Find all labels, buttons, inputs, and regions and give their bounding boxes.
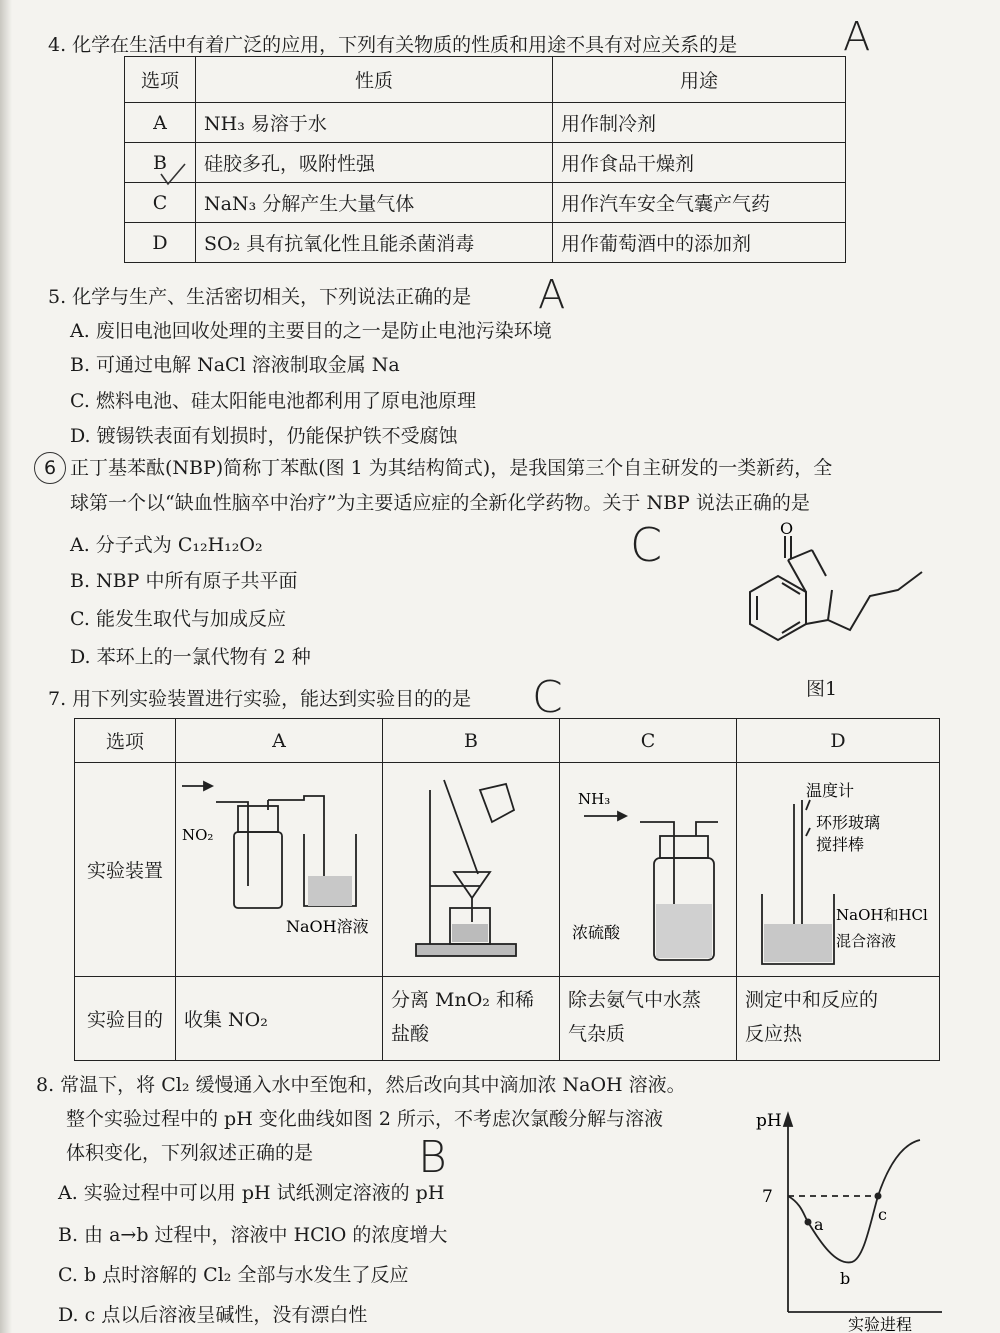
point-c-marker [875, 1193, 882, 1200]
q7-header-b: B [383, 719, 560, 763]
q4-row-property: 硅胶多孔，吸附性强 [196, 143, 553, 183]
q8-option-a: A. 实验过程中可以用 pH 试纸测定溶液的 pH [58, 1182, 445, 1204]
ph-seven-tick: 7 [762, 1187, 773, 1207]
q7-purpose-c [560, 977, 737, 1061]
q7-purpose-b-line2: 盐酸 [391, 1023, 430, 1045]
q7-purpose-b-line1: 分离 MnO₂ 和稀 [391, 989, 534, 1011]
check-mark-icon [158, 160, 188, 190]
thermometer-label: 温度计 [806, 781, 855, 800]
q5-option-d: D. 镀锡铁表面有划损时，仍能保护铁不受腐蚀 [70, 425, 458, 447]
q8-stem-line2: 整个实验过程中的 pH 变化曲线如图 2 所示，不考虑次氯酸分解与溶液 [66, 1108, 663, 1130]
stirrer-label-line1: 环形玻璃 [816, 813, 881, 832]
apparatus-d-calorimeter [750, 770, 936, 970]
q8-answer-mark: B [418, 1132, 447, 1183]
q7-purpose-d-line2: 反应热 [745, 1023, 803, 1045]
q5-option-c: C. 燃料电池、硅太阳能电池都利用了原电池原理 [70, 390, 476, 412]
q6-answer-mark: C [630, 518, 663, 572]
q4-header-property: 性质 [196, 57, 553, 103]
q6-stem-line2: 球第一个以“缺血性脑卒中治疗”为主要适应症的全新化学药物。关于 NBP 说法正确的是 [70, 492, 810, 514]
apparatus-a-gas-label: NO₂ [182, 826, 214, 844]
q4-row-use: 用作食品干燥剂 [553, 143, 846, 183]
q4-row-property: SO₂ 具有抗氧化性且能杀菌消毒 [196, 223, 553, 263]
q5-option-b: B. 可通过电解 NaCl 溶液制取金属 Na [70, 354, 400, 376]
apparatus-c-liquid-label: 浓硫酸 [572, 923, 621, 942]
q4-row-use: 用作制冷剂 [553, 103, 846, 143]
q7-purpose-c-line2: 气杂质 [568, 1023, 626, 1045]
q7-purpose-d [737, 977, 940, 1061]
q8-stem-line1: 8. 常温下，将 Cl₂ 缓慢通入水中至饱和，然后改向其中滴加浓 NaOH 溶液。 [36, 1074, 686, 1096]
q7-header-d: D [737, 719, 940, 763]
q4-row-property: NaN₃ 分解产生大量气体 [196, 183, 553, 223]
apparatus-b-filtration [410, 770, 530, 966]
q7-row-purpose-label: 实验目的 [75, 977, 176, 1061]
q6-number: 6 [43, 457, 57, 479]
q4-answer-mark: A [843, 14, 871, 60]
point-a-label: a [814, 1215, 824, 1234]
q6-stem-line1: 正丁基苯酞(NBP)简称丁苯酞(图 1 为其结构简式)，是我国第三个自主研发的一类新药，全 [70, 457, 833, 479]
apparatus-c-gas-label: NH₃ [578, 790, 611, 808]
ph-axis-label: pH [756, 1111, 782, 1131]
q7-header-a: A [176, 719, 383, 763]
q8-option-c: C. b 点时溶解的 Cl₂ 全部与水发生了反应 [58, 1264, 409, 1286]
scan-edge [0, 0, 12, 1333]
q4-row-option: C [125, 183, 196, 223]
q5-stem: 5. 化学与生产、生活密切相关，下列说法正确的是 [48, 286, 472, 308]
apparatus-c-wash-bottle [570, 776, 730, 976]
q8-option-d: D. c 点以后溶液呈碱性，没有漂白性 [58, 1304, 368, 1326]
q7-purpose-d-line1: 测定中和反应的 [745, 989, 879, 1011]
q8-option-b: B. 由 a→b 过程中，溶液中 HClO 的浓度增大 [58, 1224, 448, 1246]
q4-row-property: NH₃ 易溶于水 [196, 103, 553, 143]
q6-option-c: C. 能发生取代与加成反应 [70, 608, 286, 630]
q6-option-a: A. 分子式为 C₁₂H₁₂O₂ [70, 534, 263, 556]
q5-option-a: A. 废旧电池回收处理的主要目的之一是防止电池污染环境 [70, 320, 552, 342]
q7-header-c: C [560, 719, 737, 763]
q4-row-use: 用作葡萄酒中的添加剂 [553, 223, 846, 263]
q4-row-option: B [125, 143, 196, 183]
carbonyl-oxygen-label: O [780, 520, 794, 538]
point-c-label: c [878, 1205, 887, 1224]
q6-option-b: B. NBP 中所有原子共平面 [70, 570, 298, 592]
x-axis-label: 实验进程 [848, 1315, 913, 1332]
nbp-structure-figure [700, 520, 940, 680]
q4-row-use: 用作汽车安全气囊产气药 [553, 183, 846, 223]
q7-header-option: 选项 [75, 719, 176, 763]
q7-stem: 7. 用下列实验装置进行实验，能达到实验目的的是 [48, 688, 472, 710]
q4-table [124, 56, 846, 263]
q4-header-option: 选项 [125, 57, 196, 103]
q7-purpose-b [383, 977, 560, 1061]
figure1-caption: 图1 [806, 678, 838, 700]
apparatus-a-gas-collection [176, 766, 376, 976]
q8-stem-line3: 体积变化，下列叙述正确的是 [66, 1142, 314, 1164]
q7-answer-mark: C [532, 672, 563, 723]
apparatus-a-solution-label: NaOH溶液 [286, 917, 369, 936]
q5-answer-mark: A [538, 272, 566, 318]
point-b-label: b [840, 1269, 851, 1288]
q6-option-d: D. 苯环上的一氯代物有 2 种 [70, 646, 311, 668]
stirrer-label-line2: 搅拌棒 [816, 835, 865, 854]
q8-ph-graph [752, 1106, 952, 1332]
d-solution-label-line1: NaOH和HCl [836, 906, 928, 924]
q6-circled-number [34, 452, 66, 484]
point-a-marker [805, 1219, 812, 1226]
q7-purpose-a: 收集 NO₂ [176, 977, 383, 1061]
q4-row-option: A [125, 103, 196, 143]
q4-row-option: D [125, 223, 196, 263]
q4-header-use: 用途 [553, 57, 846, 103]
q7-row-apparatus-label: 实验装置 [75, 763, 176, 977]
q7-purpose-c-line1: 除去氨气中水蒸 [568, 989, 702, 1011]
d-solution-label-line2: 混合溶液 [836, 932, 897, 950]
q4-stem: 4. 化学在生活中有着广泛的应用，下列有关物质的性质和用途不具有对应关系的是 [48, 34, 738, 56]
